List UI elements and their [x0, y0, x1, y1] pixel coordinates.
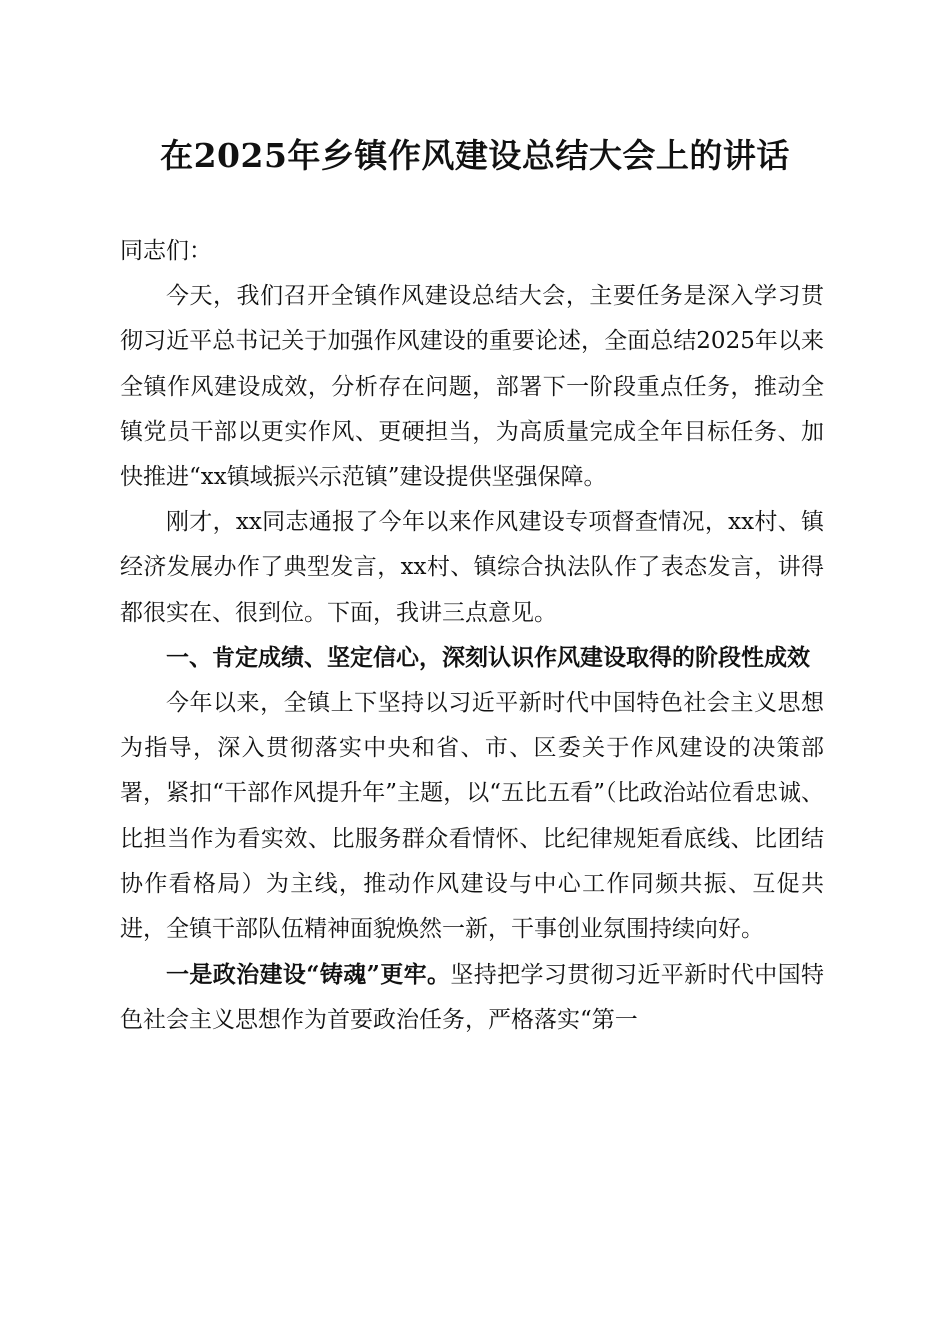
point1-lead: 一是政治建设“铸魂”更牢。 [166, 961, 451, 989]
paragraph-section1-body: 今年以来，全镇上下坚持以习近平新时代中国特色社会主义思想为指导，深入贯彻落实中央和省、市、区委关于作风建设的决策部署，紧扣“干部作风提升年”主题，以“五比五看”（比政治站位看忠诚、比担当作为看实效、比服务群众看情怀、比纪律规矩看底线、比团结协作看格局）为主线，推动作风建设与中心工作同频共振、互促共进，全镇干部队伍精神面貌焕然一新，干事创业氛围持续向好。 [120, 690, 824, 943]
section-heading-1: 一、肯定成绩、坚定信心，深刻认识作风建设取得的阶段性成效 [166, 644, 810, 671]
document-body [120, 229, 824, 1044]
paragraph-point1 [120, 952, 824, 1043]
salutation: 同志们： [120, 238, 212, 264]
point1-body: 坚持把学习贯彻习近平新时代中国特色社会主义思想作为首要政治任务，严格落实“第一 [120, 962, 825, 1034]
document-title: 在2025年乡镇作风建设总结大会上的讲话 [160, 136, 790, 175]
paragraph-intro: 今天，我们召开全镇作风建设总结大会，主要任务是深入学习贯彻习近平总书记关于加强作风建设的重要论述，全面总结2025年以来全镇作风建设成效，分析存在问题，部署下一阶段重点任务，推动全镇党员干部以更实作风、更硬担当，为高质量完成全年目标任务、加快推进“xx镇域振兴示范镇”建设提供坚强保障。 [120, 283, 824, 491]
paragraph-reports: 刚才，xx同志通报了今年以来作风建设专项督查情况，xx村、镇经济发展办作了典型发言，xx村、镇综合执法队作了表态发言，讲得都很实在、很到位。下面，我讲三点意见。 [120, 509, 824, 626]
